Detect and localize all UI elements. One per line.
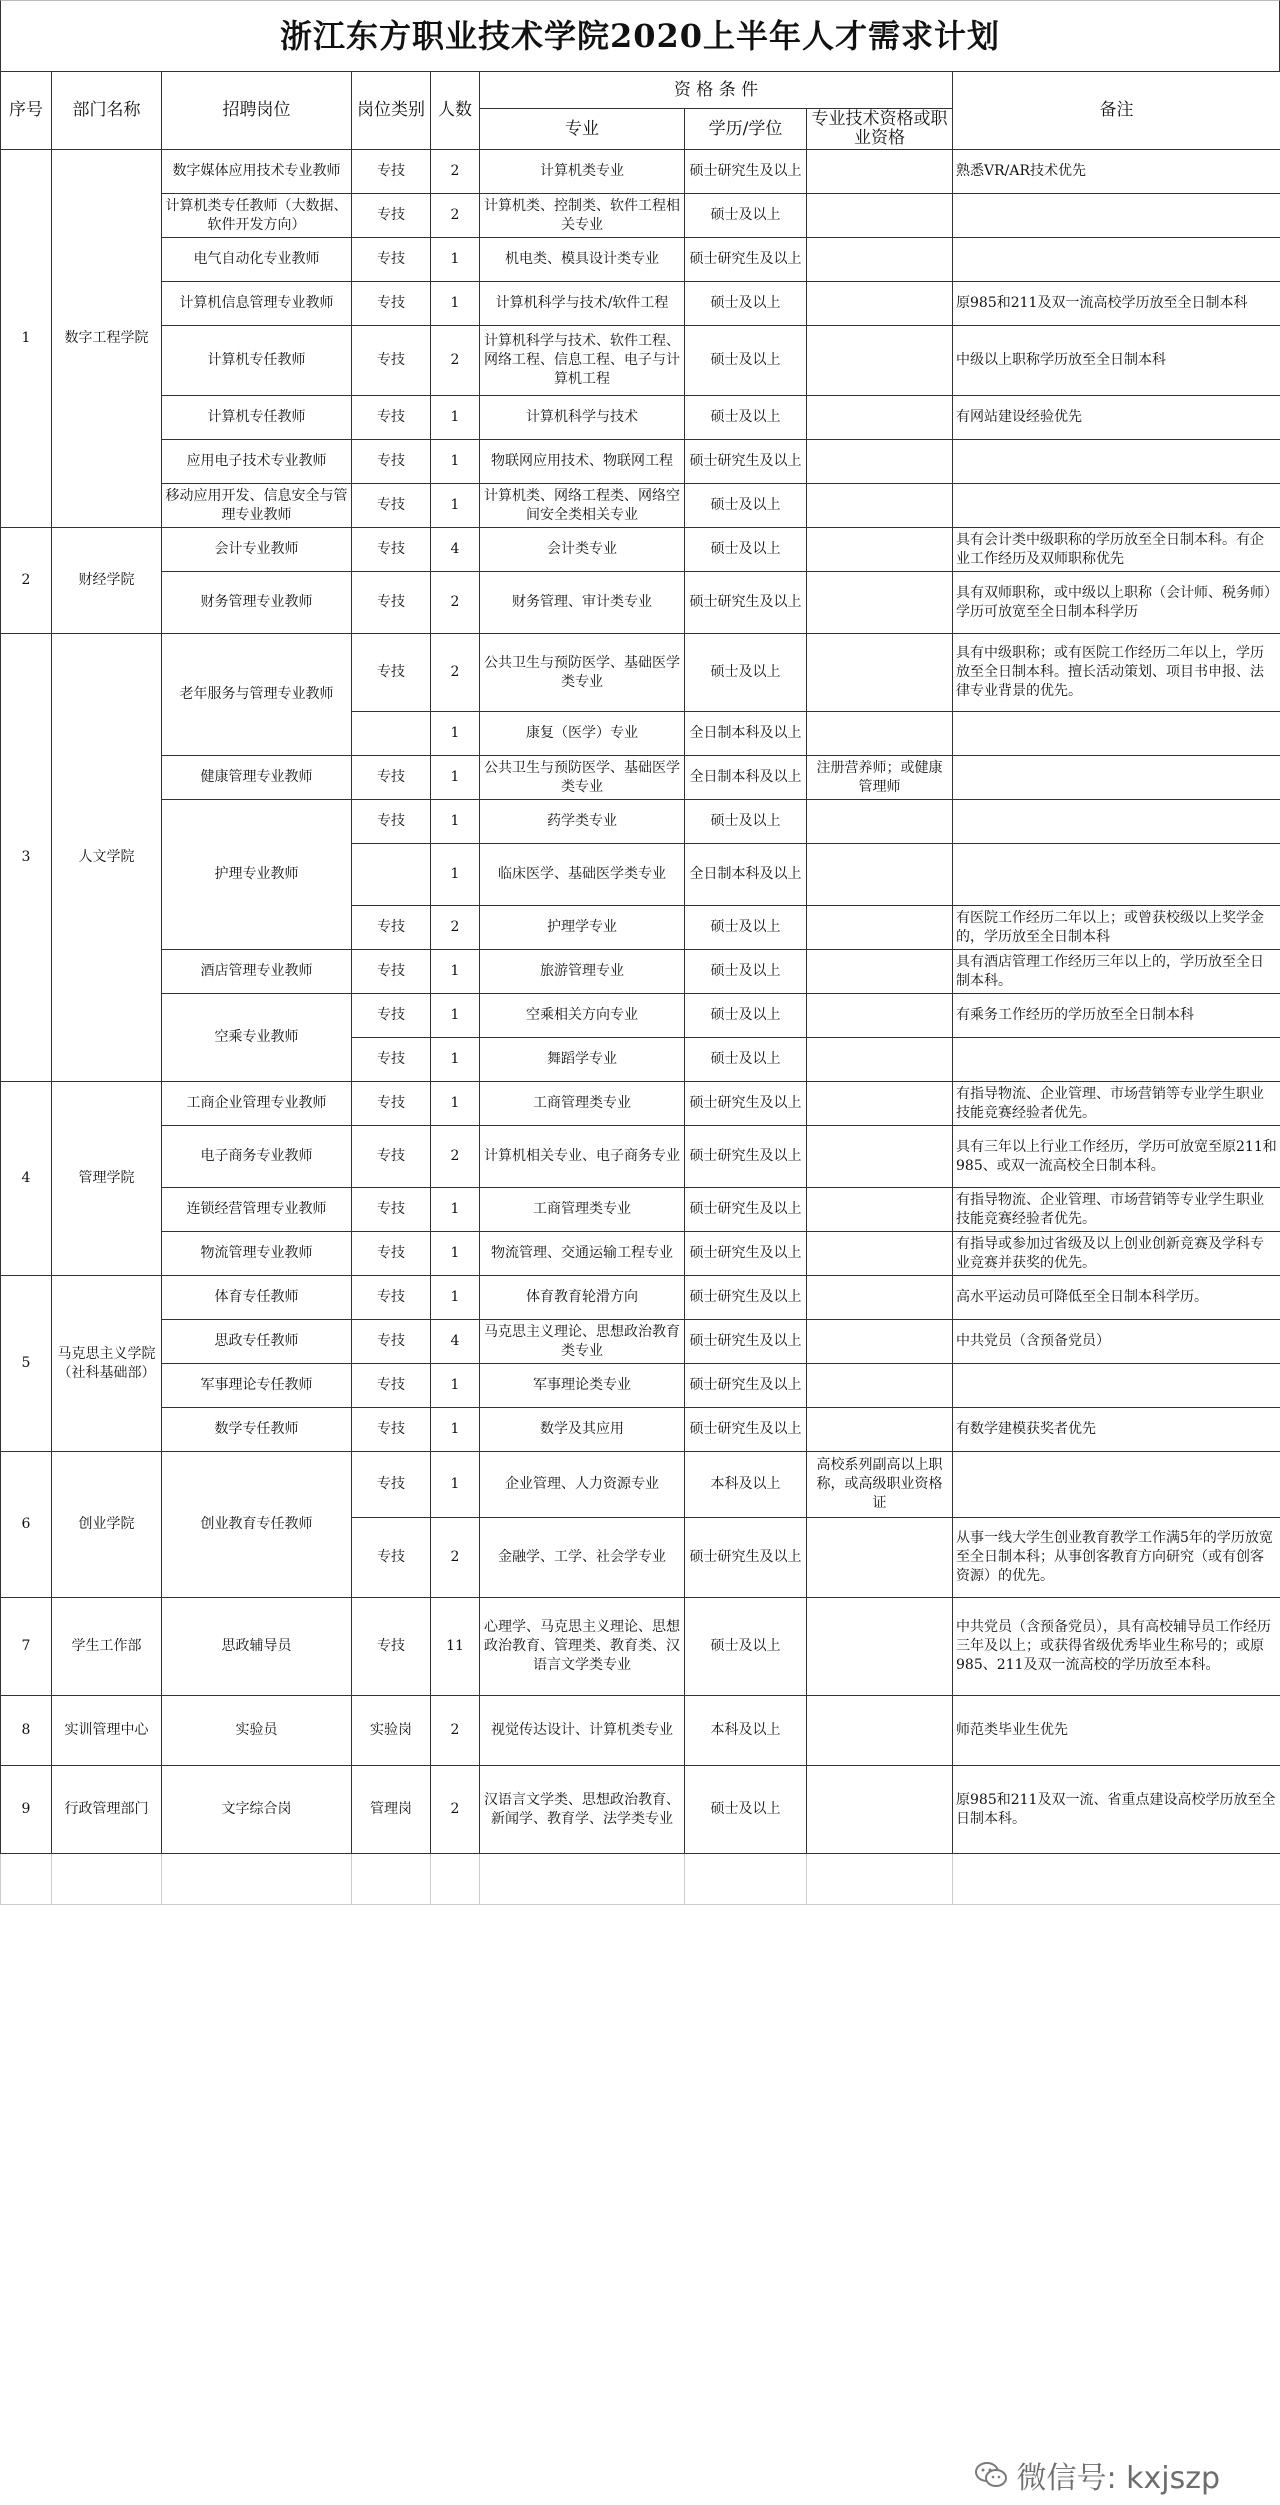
cell-count: 1 — [431, 238, 480, 282]
cell-type: 专技 — [352, 528, 431, 572]
table-row — [1, 756, 1280, 800]
cell-edu: 硕士及以上 — [685, 1766, 807, 1854]
cell-cert — [807, 1766, 953, 1854]
cell-cert — [807, 634, 953, 712]
cell-post: 创业教育专任教师 — [162, 1452, 352, 1598]
cell-cert — [807, 282, 953, 326]
cell-type: 专技 — [352, 194, 431, 238]
cell-count: 1 — [431, 1408, 480, 1452]
cell-major: 临床医学、基础医学类专业 — [480, 844, 685, 906]
cell-count: 1 — [431, 1364, 480, 1408]
cell-note — [953, 194, 1280, 238]
cell-edu: 本科及以上 — [685, 1696, 807, 1766]
cell-cert — [807, 712, 953, 756]
cell-type: 专技 — [352, 906, 431, 950]
cell-count: 1 — [431, 1276, 480, 1320]
cell-cert — [807, 1320, 953, 1364]
cell-major: 计算机相关专业、电子商务专业 — [480, 1126, 685, 1188]
cell-major: 数学及其应用 — [480, 1408, 685, 1452]
cell-type: 专技 — [352, 326, 431, 396]
cell-count: 1 — [431, 1038, 480, 1082]
table-row — [1, 1082, 1280, 1126]
cell-major: 马克思主义理论、思想政治教育类专业 — [480, 1320, 685, 1364]
cell-edu: 硕士研究生及以上 — [685, 1364, 807, 1408]
table-row — [1, 1766, 1280, 1854]
cell-cert — [807, 1518, 953, 1598]
cell-seq: 7 — [1, 1598, 52, 1696]
cell-major: 工商管理类专业 — [480, 1082, 685, 1126]
table-row — [1, 1696, 1280, 1766]
cell-count: 4 — [431, 528, 480, 572]
cell-cert — [807, 484, 953, 528]
table-row — [1, 282, 1280, 326]
cell-cert — [807, 194, 953, 238]
cell-count: 1 — [431, 1232, 480, 1276]
cell-type: 专技 — [352, 1408, 431, 1452]
cell-note — [953, 484, 1280, 528]
cell-dept: 财经学院 — [52, 528, 162, 634]
cell-major: 计算机类、网络工程类、网络空间安全类相关专业 — [480, 484, 685, 528]
cell-note — [953, 440, 1280, 484]
cell-major: 企业管理、人力资源专业 — [480, 1452, 685, 1518]
cell-edu: 硕士研究生及以上 — [685, 1518, 807, 1598]
cell-type — [352, 712, 431, 756]
table-row — [1, 800, 1280, 844]
cell-note — [953, 844, 1280, 906]
cell-cert — [807, 1188, 953, 1232]
cell-post: 酒店管理专业教师 — [162, 950, 352, 994]
cell-count: 1 — [431, 440, 480, 484]
cell-cert: 高校系列副高以上职称，或高级职业资格证 — [807, 1452, 953, 1518]
cell-note — [953, 1038, 1280, 1082]
table-row — [1, 994, 1280, 1038]
header-dept: 部门名称 — [52, 72, 162, 150]
cell-post: 健康管理专业教师 — [162, 756, 352, 800]
cell-post: 会计专业教师 — [162, 528, 352, 572]
cell-cert — [807, 396, 953, 440]
cell-post: 空乘专业教师 — [162, 994, 352, 1082]
cell-note: 熟悉VR/AR技术优先 — [953, 150, 1280, 194]
cell-count: 2 — [431, 1518, 480, 1598]
cell-edu: 硕士及以上 — [685, 484, 807, 528]
header-edu: 学历/学位 — [685, 109, 807, 150]
header-major: 专业 — [480, 109, 685, 150]
cell-seq: 2 — [1, 528, 52, 634]
cell-count: 1 — [431, 756, 480, 800]
cell-count: 1 — [431, 396, 480, 440]
cell-cert — [807, 1408, 953, 1452]
cell-post: 护理专业教师 — [162, 800, 352, 950]
cell-cert — [807, 440, 953, 484]
cell-count: 1 — [431, 712, 480, 756]
cell-count: 1 — [431, 994, 480, 1038]
cell-post: 计算机专任教师 — [162, 396, 352, 440]
cell-type: 专技 — [352, 756, 431, 800]
cell-note — [953, 800, 1280, 844]
cell-type — [352, 844, 431, 906]
cell-major: 计算机科学与技术 — [480, 396, 685, 440]
header-seq: 序号 — [1, 72, 52, 150]
cell-seq: 5 — [1, 1276, 52, 1452]
cell-dept: 创业学院 — [52, 1452, 162, 1598]
cell-note — [953, 712, 1280, 756]
cell-edu: 硕士及以上 — [685, 1598, 807, 1696]
cell-post: 电气自动化专业教师 — [162, 238, 352, 282]
cell-note: 有数学建模获奖者优先 — [953, 1408, 1280, 1452]
cell-major: 护理学专业 — [480, 906, 685, 950]
cell-count: 1 — [431, 282, 480, 326]
cell-type: 专技 — [352, 238, 431, 282]
cell-cert — [807, 1598, 953, 1696]
cell-seq: 4 — [1, 1082, 52, 1276]
cell-count: 2 — [431, 1766, 480, 1854]
cell-edu: 硕士及以上 — [685, 396, 807, 440]
header-cert: 专业技术资格或职业资格 — [807, 109, 953, 150]
cell-edu: 硕士研究生及以上 — [685, 440, 807, 484]
cell-type: 专技 — [352, 396, 431, 440]
cell-major: 军事理论类专业 — [480, 1364, 685, 1408]
cell-seq: 8 — [1, 1696, 52, 1766]
cell-type: 实验岗 — [352, 1696, 431, 1766]
wechat-watermark — [974, 2460, 1220, 2496]
cell-post: 数字媒体应用技术专业教师 — [162, 150, 352, 194]
cell-major: 旅游管理专业 — [480, 950, 685, 994]
cell-count: 1 — [431, 950, 480, 994]
cell-edu: 硕士研究生及以上 — [685, 1188, 807, 1232]
cell-edu: 硕士及以上 — [685, 800, 807, 844]
cell-post: 工商企业管理专业教师 — [162, 1082, 352, 1126]
cell-major: 公共卫生与预防医学、基础医学类专业 — [480, 634, 685, 712]
table-row — [1, 1408, 1280, 1452]
cell-count: 1 — [431, 1452, 480, 1518]
cell-note: 原985和211及双一流、省重点建设高校学历放至全日制本科。 — [953, 1766, 1280, 1854]
cell-count: 4 — [431, 1320, 480, 1364]
cell-cert — [807, 1232, 953, 1276]
cell-note — [953, 1452, 1280, 1518]
cell-edu: 全日制本科及以上 — [685, 712, 807, 756]
cell-type: 专技 — [352, 634, 431, 712]
cell-major: 计算机科学与技术、软件工程、网络工程、信息工程、电子与计算机工程 — [480, 326, 685, 396]
cell-count: 1 — [431, 1188, 480, 1232]
cell-post: 计算机信息管理专业教师 — [162, 282, 352, 326]
cell-dept: 学生工作部 — [52, 1598, 162, 1696]
cell-note: 具有三年以上行业工作经历，学历可放宽至原211和985、或双一流高校全日制本科。 — [953, 1126, 1280, 1188]
table-row — [1, 1276, 1280, 1320]
cell-major: 机电类、模具设计类专业 — [480, 238, 685, 282]
cell-cert — [807, 950, 953, 994]
cell-edu: 硕士研究生及以上 — [685, 238, 807, 282]
cell-cert — [807, 1038, 953, 1082]
cell-edu: 硕士及以上 — [685, 282, 807, 326]
table-row — [1, 1320, 1280, 1364]
cell-post: 数学专任教师 — [162, 1408, 352, 1452]
cell-note: 中级以上职称学历放至全日制本科 — [953, 326, 1280, 396]
cell-edu: 硕士研究生及以上 — [685, 1126, 807, 1188]
cell-edu: 硕士及以上 — [685, 950, 807, 994]
cell-note: 原985和211及双一流高校学历放至全日制本科 — [953, 282, 1280, 326]
cell-edu: 硕士研究生及以上 — [685, 1232, 807, 1276]
cell-cert — [807, 906, 953, 950]
cell-cert — [807, 800, 953, 844]
cell-note: 从事一线大学生创业教育教学工作满5年的学历放宽至全日制本科；从事创客教育方向研究（或有创客资源）的优先。 — [953, 1518, 1280, 1598]
cell-major: 药学类专业 — [480, 800, 685, 844]
cell-cert — [807, 1082, 953, 1126]
table-row — [1, 1364, 1280, 1408]
cell-cert — [807, 326, 953, 396]
cell-post: 计算机专任教师 — [162, 326, 352, 396]
cell-note: 师范类毕业生优先 — [953, 1696, 1280, 1766]
cell-note: 具有双师职称，或中级以上职称（会计师、税务师）学历可放宽至全日制本科学历 — [953, 572, 1280, 634]
header-type: 岗位类别 — [352, 72, 431, 150]
table-row — [1, 440, 1280, 484]
cell-count: 2 — [431, 572, 480, 634]
cell-type: 专技 — [352, 440, 431, 484]
cell-cert — [807, 1276, 953, 1320]
cell-count: 2 — [431, 194, 480, 238]
cell-type: 专技 — [352, 1452, 431, 1518]
cell-dept: 马克思主义学院（社科基础部） — [52, 1276, 162, 1452]
cell-cert — [807, 844, 953, 906]
cell-cert — [807, 1126, 953, 1188]
cell-dept: 实训管理中心 — [52, 1696, 162, 1766]
cell-cert: 注册营养师；或健康管理师 — [807, 756, 953, 800]
cell-seq: 1 — [1, 150, 52, 528]
watermark-text: 微信号: kxjszp — [1016, 2461, 1220, 2496]
cell-major: 心理学、马克思主义理论、思想政治教育、管理类、教育类、汉语言文学类专业 — [480, 1598, 685, 1696]
cell-post: 思政专任教师 — [162, 1320, 352, 1364]
table-row — [1, 634, 1280, 712]
cell-edu: 硕士及以上 — [685, 994, 807, 1038]
table-row — [1, 194, 1280, 238]
cell-major: 公共卫生与预防医学、基础医学类专业 — [480, 756, 685, 800]
table-row — [1, 326, 1280, 396]
cell-major: 空乘相关方向专业 — [480, 994, 685, 1038]
cell-note: 中共党员（含预备党员），具有高校辅导员工作经历三年及以上；或获得省级优秀毕业生称号的；或原985、211及双一流高校的学历放至本科。 — [953, 1598, 1280, 1696]
cell-note — [953, 238, 1280, 282]
cell-note: 有指导物流、企业管理、市场营销等专业学生职业技能竞赛经验者优先。 — [953, 1188, 1280, 1232]
cell-post: 文字综合岗 — [162, 1766, 352, 1854]
cell-count: 2 — [431, 906, 480, 950]
table-row — [1, 238, 1280, 282]
table-row — [1, 396, 1280, 440]
cell-count: 2 — [431, 326, 480, 396]
cell-edu: 硕士及以上 — [685, 528, 807, 572]
cell-type: 专技 — [352, 994, 431, 1038]
cell-edu: 硕士及以上 — [685, 906, 807, 950]
table-row — [1, 1232, 1280, 1276]
cell-count: 11 — [431, 1598, 480, 1696]
cell-note: 有乘务工作经历的学历放至全日制本科 — [953, 994, 1280, 1038]
cell-major: 视觉传达设计、计算机类专业 — [480, 1696, 685, 1766]
table-row — [1, 484, 1280, 528]
talent-demand-table — [0, 71, 1280, 1905]
table-row — [1, 1188, 1280, 1232]
cell-seq: 6 — [1, 1452, 52, 1598]
cell-type: 专技 — [352, 800, 431, 844]
cell-edu: 硕士研究生及以上 — [685, 1082, 807, 1126]
cell-major: 物流管理、交通运输工程专业 — [480, 1232, 685, 1276]
cell-edu: 硕士研究生及以上 — [685, 1320, 807, 1364]
cell-post: 老年服务与管理专业教师 — [162, 634, 352, 756]
table-row — [1, 572, 1280, 634]
cell-type: 专技 — [352, 484, 431, 528]
cell-post: 思政辅导员 — [162, 1598, 352, 1696]
table-row — [1, 1452, 1280, 1518]
header-count: 人数 — [431, 72, 480, 150]
cell-post: 物流管理专业教师 — [162, 1232, 352, 1276]
cell-major: 体育教育轮滑方向 — [480, 1276, 685, 1320]
cell-type: 专技 — [352, 1082, 431, 1126]
cell-cert — [807, 150, 953, 194]
cell-post: 军事理论专任教师 — [162, 1364, 352, 1408]
cell-edu: 硕士研究生及以上 — [685, 1408, 807, 1452]
cell-major: 物联网应用技术、物联网工程 — [480, 440, 685, 484]
cell-post: 计算机类专任教师（大数据、软件开发方向） — [162, 194, 352, 238]
cell-major: 工商管理类专业 — [480, 1188, 685, 1232]
cell-edu: 硕士研究生及以上 — [685, 1276, 807, 1320]
cell-type: 专技 — [352, 282, 431, 326]
cell-dept: 数字工程学院 — [52, 150, 162, 528]
cell-post: 移动应用开发、信息安全与管理专业教师 — [162, 484, 352, 528]
cell-cert — [807, 1364, 953, 1408]
cell-edu: 硕士及以上 — [685, 1038, 807, 1082]
cell-type: 专技 — [352, 1276, 431, 1320]
cell-edu: 全日制本科及以上 — [685, 844, 807, 906]
cell-note — [953, 1364, 1280, 1408]
cell-edu: 全日制本科及以上 — [685, 756, 807, 800]
cell-post: 应用电子技术专业教师 — [162, 440, 352, 484]
cell-seq: 9 — [1, 1766, 52, 1854]
cell-post: 电子商务专业教师 — [162, 1126, 352, 1188]
cell-type: 专技 — [352, 1364, 431, 1408]
header-qualifications: 资 格 条 件 — [480, 72, 953, 109]
cell-cert — [807, 1696, 953, 1766]
cell-major: 计算机类专业 — [480, 150, 685, 194]
cell-type: 专技 — [352, 572, 431, 634]
cell-note: 有网站建设经验优先 — [953, 396, 1280, 440]
cell-edu: 硕士研究生及以上 — [685, 150, 807, 194]
cell-count: 1 — [431, 1082, 480, 1126]
table-row — [1, 1126, 1280, 1188]
cell-cert — [807, 994, 953, 1038]
cell-count: 2 — [431, 1126, 480, 1188]
wechat-icon — [974, 2461, 1008, 2489]
empty-row — [1, 1854, 1280, 1905]
cell-major: 康复（医学）专业 — [480, 712, 685, 756]
cell-post: 实验员 — [162, 1696, 352, 1766]
cell-type: 专技 — [352, 1038, 431, 1082]
cell-note: 高水平运动员可降低至全日制本科学历。 — [953, 1276, 1280, 1320]
cell-count: 2 — [431, 634, 480, 712]
cell-note: 有指导或参加过省级及以上创业创新竞赛及学科专业竞赛并获奖的优先。 — [953, 1232, 1280, 1276]
cell-note — [953, 756, 1280, 800]
cell-note: 有指导物流、企业管理、市场营销等专业学生职业技能竞赛经验者优先。 — [953, 1082, 1280, 1126]
cell-major: 计算机类、控制类、软件工程相关专业 — [480, 194, 685, 238]
cell-count: 1 — [431, 484, 480, 528]
page-title: 浙江东方职业技术学院2020上半年人才需求计划 — [0, 0, 1280, 71]
cell-cert — [807, 238, 953, 282]
header-post: 招聘岗位 — [162, 72, 352, 150]
cell-cert — [807, 528, 953, 572]
cell-edu: 硕士及以上 — [685, 194, 807, 238]
cell-cert — [807, 572, 953, 634]
cell-edu: 硕士及以上 — [685, 634, 807, 712]
cell-edu: 硕士研究生及以上 — [685, 572, 807, 634]
cell-major: 会计类专业 — [480, 528, 685, 572]
cell-count: 1 — [431, 800, 480, 844]
cell-note: 具有会计类中级职称的学历放至全日制本科。有企业工作经历及双师职称优先 — [953, 528, 1280, 572]
cell-major: 舞蹈学专业 — [480, 1038, 685, 1082]
cell-note: 具有酒店管理工作经历三年以上的，学历放至全日制本科。 — [953, 950, 1280, 994]
cell-seq: 3 — [1, 634, 52, 1082]
cell-type: 专技 — [352, 1320, 431, 1364]
cell-major: 汉语言文学类、思想政治教育、新闻学、教育学、法学类专业 — [480, 1766, 685, 1854]
cell-note: 有医院工作经历二年以上；或曾获校级以上奖学金的，学历放至全日制本科 — [953, 906, 1280, 950]
cell-major: 计算机科学与技术/软件工程 — [480, 282, 685, 326]
cell-edu: 本科及以上 — [685, 1452, 807, 1518]
cell-type: 专技 — [352, 1598, 431, 1696]
cell-type: 专技 — [352, 1232, 431, 1276]
cell-type: 专技 — [352, 150, 431, 194]
table-row — [1, 1598, 1280, 1696]
cell-post: 连锁经营管理专业教师 — [162, 1188, 352, 1232]
header-note: 备注 — [953, 72, 1280, 150]
cell-major: 金融学、工学、社会学专业 — [480, 1518, 685, 1598]
table-row — [1, 528, 1280, 572]
cell-note: 中共党员（含预备党员） — [953, 1320, 1280, 1364]
cell-count: 2 — [431, 150, 480, 194]
table-row — [1, 950, 1280, 994]
cell-post: 财务管理专业教师 — [162, 572, 352, 634]
cell-note: 具有中级职称；或有医院工作经历二年以上，学历放至全日制本科。擅长活动策划、项目书申报、法律专业背景的优先。 — [953, 634, 1280, 712]
cell-edu: 硕士及以上 — [685, 326, 807, 396]
cell-dept: 管理学院 — [52, 1082, 162, 1276]
cell-type: 专技 — [352, 1188, 431, 1232]
cell-major: 财务管理、审计类专业 — [480, 572, 685, 634]
cell-type: 专技 — [352, 950, 431, 994]
cell-count: 1 — [431, 844, 480, 906]
cell-type: 专技 — [352, 1126, 431, 1188]
cell-dept: 人文学院 — [52, 634, 162, 1082]
cell-count: 2 — [431, 1696, 480, 1766]
cell-type: 管理岗 — [352, 1766, 431, 1854]
table-row — [1, 150, 1280, 194]
cell-type: 专技 — [352, 1518, 431, 1598]
cell-dept: 行政管理部门 — [52, 1766, 162, 1854]
cell-post: 体育专任教师 — [162, 1276, 352, 1320]
